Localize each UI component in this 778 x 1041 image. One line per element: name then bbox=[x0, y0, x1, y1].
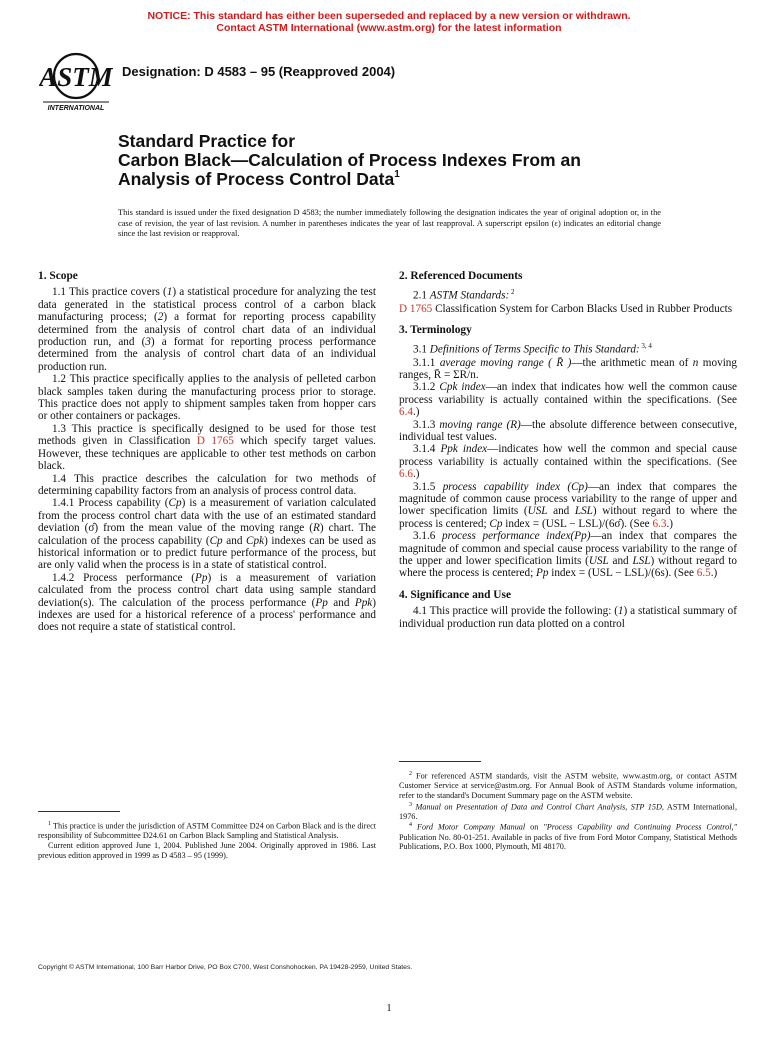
ref-link-d1765[interactable]: D 1765 bbox=[196, 435, 234, 448]
footnote-rule-right bbox=[399, 761, 481, 762]
section-2-heading: 2. Referenced Documents bbox=[399, 270, 523, 282]
issuance-note: This standard is issued under the fixed designation D 4583; the number immediately following the designation indicates the year of original adoption or, in the case of revision, the year of last revision. A number in parentheses indicates the year of last reapproval. A superscript epsilon (ε) indicates an editorial change since the last revision or reapproval. bbox=[118, 208, 661, 238]
section-3-heading: 3. Terminology bbox=[399, 323, 472, 336]
para-3-1-2: 3.1.2 Cpk index—an index that indicates how well the common cause process variability is actually contained within the specifications. (See 6.4.) bbox=[399, 381, 738, 419]
ref-link-d1765-list[interactable]: D 1765 bbox=[399, 302, 433, 315]
footnote-1b: Current edition approved June 1, 2004. Published June 2004. Originally approved in 1986. Last previous edition approved in 1999 as D 4583 – 95 (1999). bbox=[38, 840, 376, 860]
right-column bbox=[399, 270, 737, 630]
withdrawal-notice bbox=[0, 10, 778, 34]
ref-link-6-3[interactable]: 6.3 bbox=[652, 517, 667, 530]
ref-link-6-6[interactable]: 6.6 bbox=[399, 468, 413, 481]
ref-entry-d1765: D 1765 Classification System for Carbon Blacks Used in Rubber Products bbox=[399, 302, 733, 315]
para-1-2: 1.2 This practice specifically applies to the analysis of pelleted carbon black samples taken during the manufacturing process prior to storage. This practice does not apply to shipment samples taken from hopper cars or other containers or packages. bbox=[38, 373, 376, 423]
page-number: 1 bbox=[386, 1003, 392, 1014]
title-line-1: Standard Practice for bbox=[118, 131, 295, 151]
para-3-1: 3.1 Definitions of Terms Specific to This Standard: $^{3, 4}$ bbox=[413, 342, 652, 357]
title-footnote-mark: 1 bbox=[394, 169, 400, 180]
ref-link-6-4[interactable]: 6.4 bbox=[399, 406, 413, 419]
para-3-1-4: 3.1.4 Ppk index—indicates how well the common and special cause process variability is actually contained within the specifications. (See 6.6.) bbox=[399, 443, 738, 481]
para-3-1-5: 3.1.5 process capability index (Cp)—an index that compares the magnitude of common cause process variability to the range of upper and lower specification limits (USL and LSL) without regard to where the process is centered; Cp index = (USL − LSL)/(6σ̂). (See 6.3.) bbox=[399, 480, 737, 530]
para-1-4-1: 1.4.1 Process capability (Cp) is a measurement of variation calculated from the process control chart data with the use of an estimated standard deviation (σ̂) from the mean value of the moving range (R) chart. The calculation of the process capability (Cp and Cpk) indexes can be used as historical information or to predict future performance of the process, but are only valid when the process is in a state of statistical control. bbox=[38, 497, 377, 572]
footnote-2: $^2$ For referenced ASTM standards, visit the ASTM website, www.astm.org, or contact ASTM Customer Service at service@astm.org. For Annual Book of ASTM Standards volume information, refer to the standard's Document Summary page on the ASTM website. bbox=[399, 771, 738, 800]
para-4-1: 4.1 This practice will provide the following: (1) a statistical summary of individual production run data plotted on a control bbox=[399, 605, 737, 630]
title-line-2: Carbon Black—Calculation of Process Indexes From an bbox=[118, 150, 581, 170]
copyright-line: Copyright © ASTM International, 100 Barr Harbor Drive, PO Box C700, West Conshohocken, PA 19428-2959, United States. bbox=[38, 964, 413, 971]
footnotes-right bbox=[399, 770, 737, 852]
para-1-4-2: 1.4.2 Process performance (Pp) is a measurement of variation calculated from the process control chart data using sample standard deviation(s). The calculation of the process performance (Pp and Ppk) indexes are used for a historical reference of a process' performance and does not require a state of statistical control. bbox=[38, 571, 376, 634]
para-3-1-1: 3.1.1 average moving range ( R̄ )—the arithmetic mean of n moving ranges, R̄ = ΣR/n. bbox=[399, 356, 737, 381]
notice-line-1: NOTICE: This standard has either been superseded and replaced by a new version or withdrawn. bbox=[147, 10, 631, 22]
footnote-1a: $^1$ This practice is under the jurisdiction of ASTM Committee D24 on Carbon Black and is the direct responsibility of Subcommittee D24.61 on Carbon Black Sampling and Statistical Analysis. bbox=[38, 821, 376, 841]
footnotes-left bbox=[38, 820, 376, 860]
para-1-3: 1.3 This practice is specifically designed to be used for those test methods given in Classification D 1765 which specify target values. However, these techniques are applicable to other test methods on carbon black. bbox=[38, 422, 376, 473]
logo-subtext: INTERNATIONAL bbox=[47, 105, 105, 112]
para-2-1: 2.1 ASTM Standards: $^2$ bbox=[413, 288, 515, 303]
left-column bbox=[38, 270, 376, 634]
section-1-heading: 1. Scope bbox=[38, 270, 78, 282]
para-3-1-3: 3.1.3 moving range (R)—the absolute difference between consecutive, individual test values. bbox=[399, 418, 738, 443]
title-line-3: Analysis of Process Control Data bbox=[118, 169, 395, 189]
footnote-4: $^4$ Ford Motor Company Manual on "Process Capability and Continuing Process Control," Publication No. 80-01-251. Available in packs of five from Ford Motor Company, Statistical Methods Publications, P.O. Box 1000, Plymouth, MI 48170. bbox=[399, 822, 738, 852]
footnote-3: $^3$ Manual on Presentation of Data and Control Chart Analysis, STP 15D, ASTM International, 1976. bbox=[399, 801, 738, 821]
logo-text: ASTM bbox=[39, 62, 113, 92]
document-title bbox=[118, 132, 738, 189]
para-1-1: 1.1 This practice covers (1) a statistical procedure for analyzing the test data generated in the statistical process control of a carbon black manufacturing process; (2) a format for reporting process capability determined from the analysis of control chart data of an individual production run, and (3) a format for reporting process performance determined from the analysis of control chart data of an individual production run. bbox=[38, 286, 377, 373]
notice-line-2: Contact ASTM International (www.astm.org) for the latest information bbox=[216, 22, 562, 34]
ref-link-6-5[interactable]: 6.5 bbox=[696, 567, 711, 580]
astm-logo bbox=[39, 50, 113, 112]
designation: Designation: D 4583 – 95 (Reapproved 2004) bbox=[122, 64, 396, 79]
para-1-4: 1.4 This practice describes the calculation for two methods of determining capability factors from an analysis of process control data. bbox=[38, 472, 376, 497]
footnote-rule-left bbox=[38, 811, 120, 812]
section-4-heading: 4. Significance and Use bbox=[399, 588, 512, 601]
para-3-1-6: 3.1.6 process performance index(Pp)—an index that compares the magnitude of common and special cause process variability to the range of the upper and lower specification limits (USL and LSL) without regard to where the process is centered; Pp index = (USL − LSL)/(6s). (See 6.5.) bbox=[399, 530, 738, 580]
